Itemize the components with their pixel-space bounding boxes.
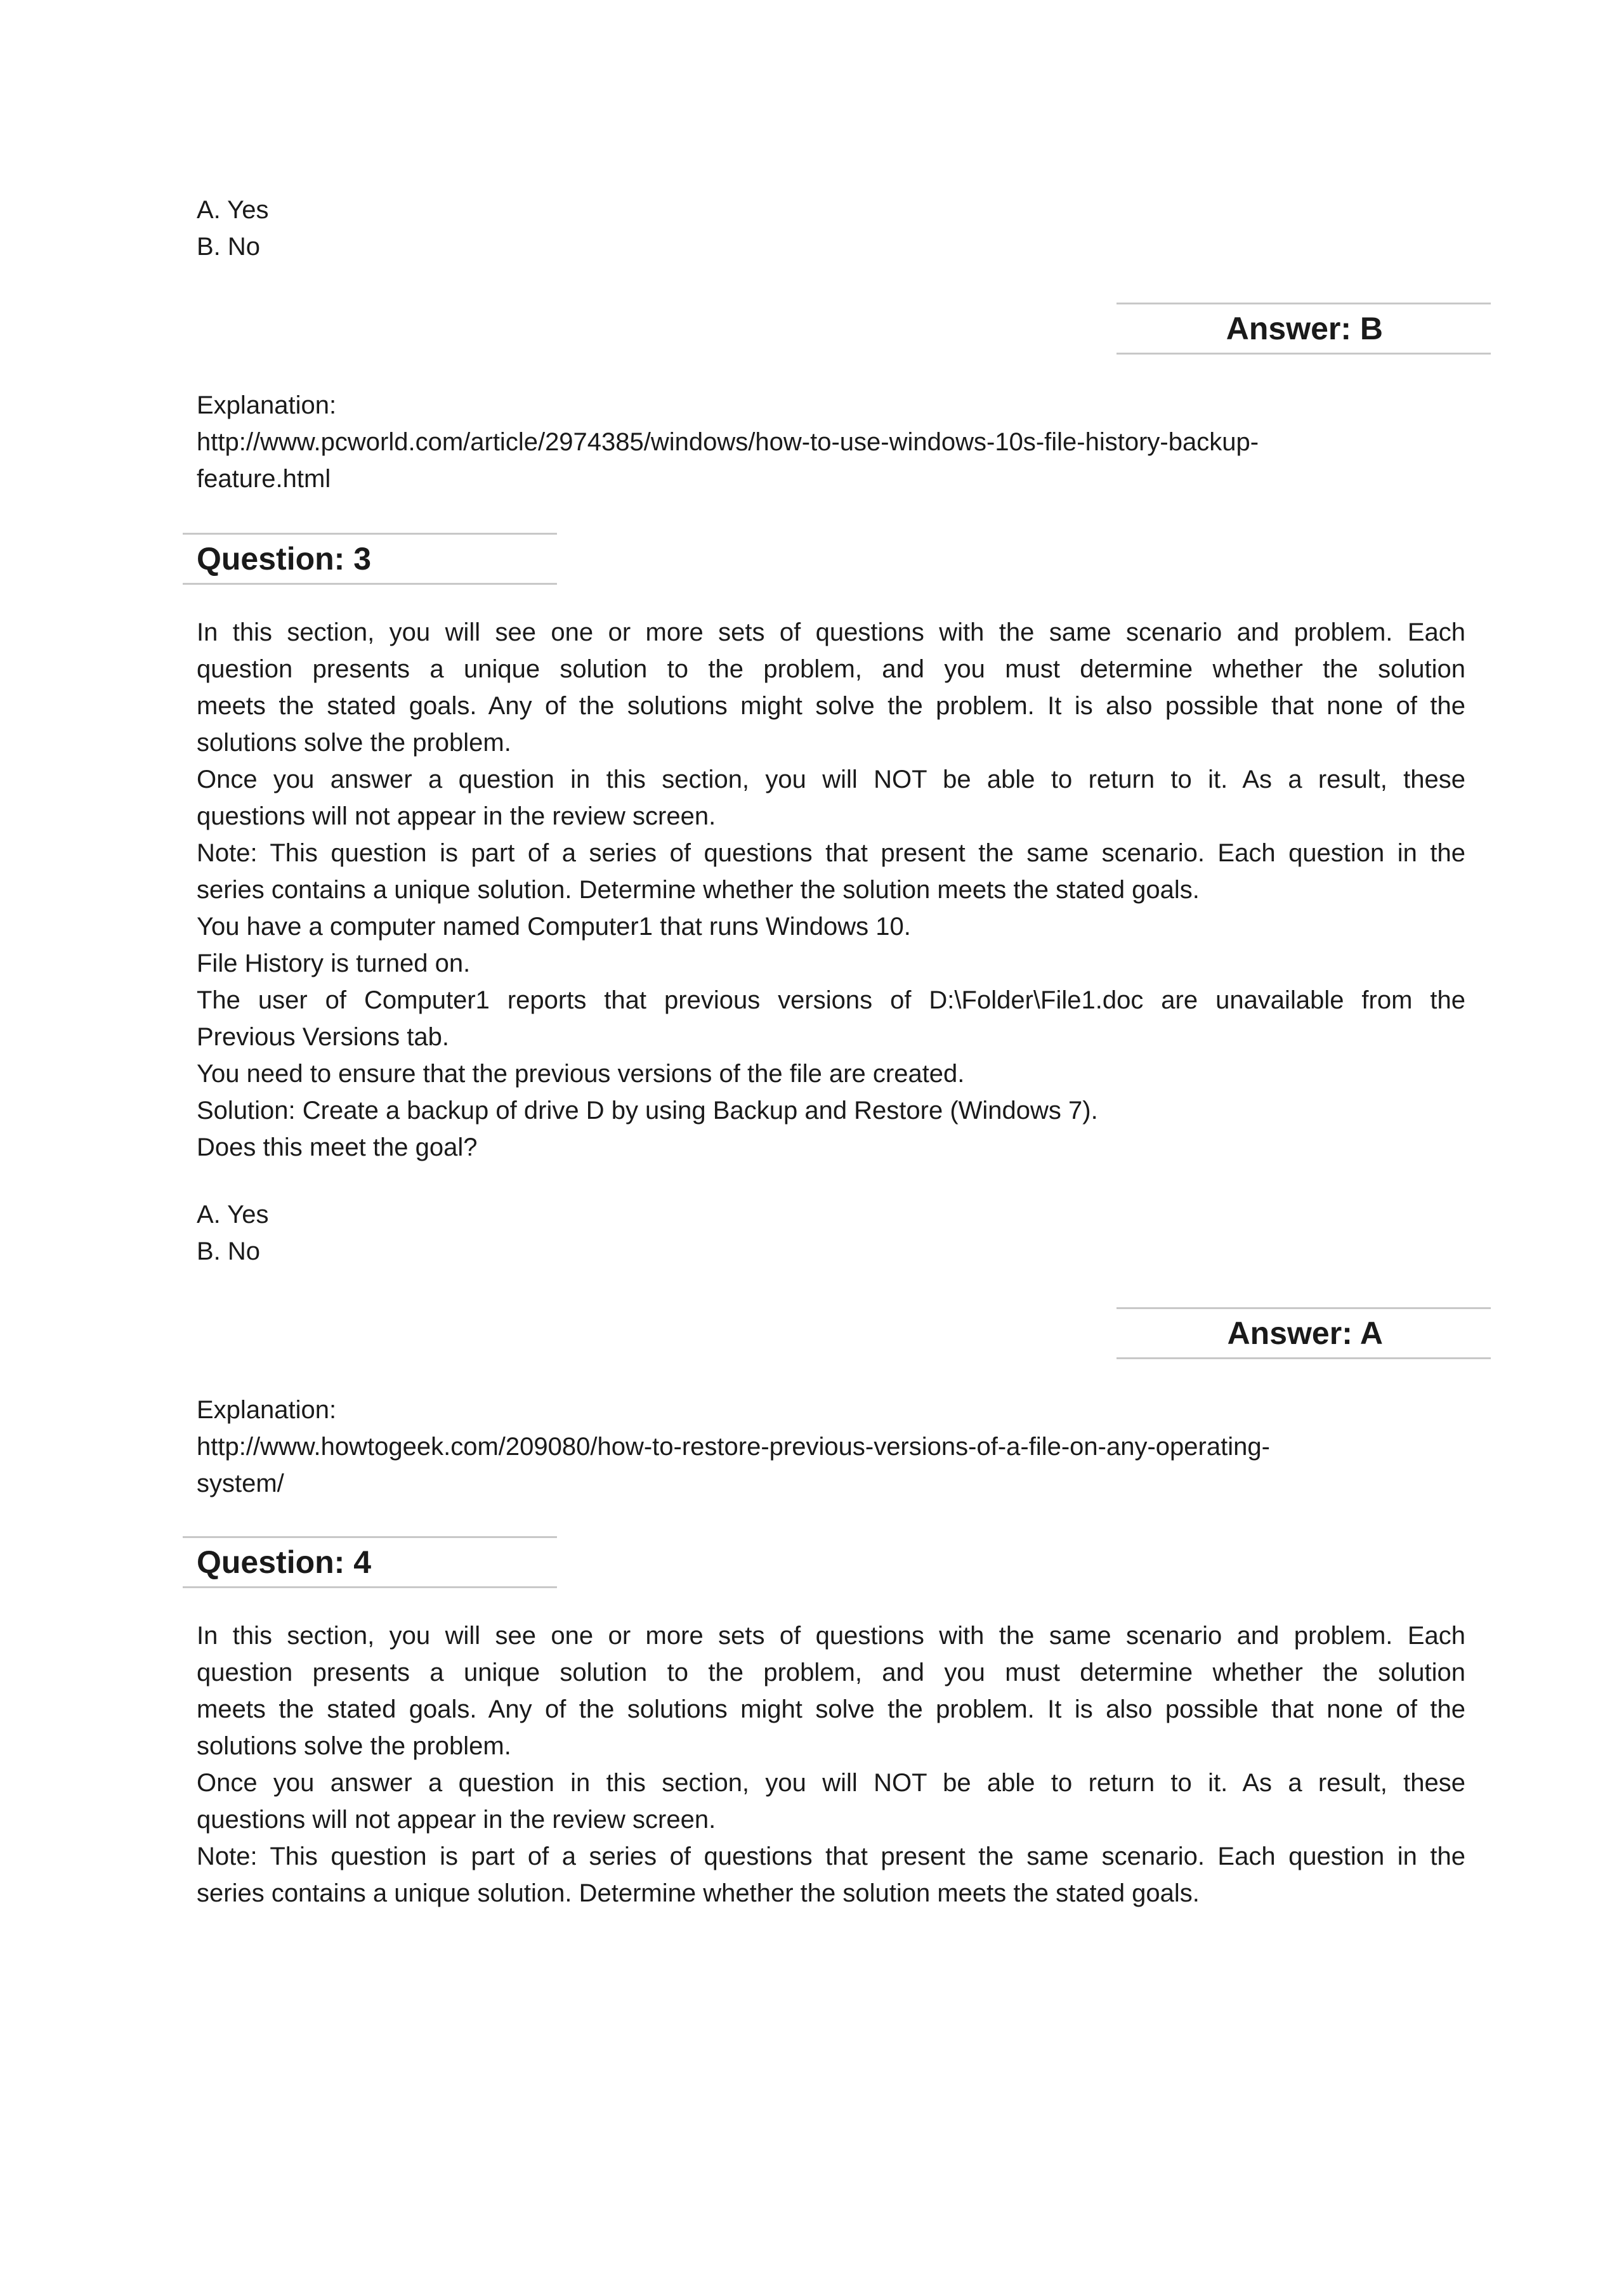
question-text-line: series contains a unique solution. Determine whether the solution meets the stated goals.: [197, 876, 1200, 904]
question-text-line: Once you answer a question in this section, you will NOT be able to return to it. As a result, these: [197, 766, 1465, 793]
question-text-line: questions will not appear in the review screen.: [197, 802, 716, 830]
question-text-line: File History is turned on.: [197, 949, 471, 977]
question-text-line: Note: This question is part of a series of questions that present the same scenario. Each question in the: [197, 839, 1465, 867]
question-body-3: [197, 614, 1465, 1166]
question-text-line: meets the stated goals. Any of the solutions might solve the problem. It is also possible that none of the: [197, 1695, 1465, 1723]
question-heading-3: [183, 533, 557, 585]
options-block-1: [197, 192, 1465, 265]
explanation-block-2: [197, 1392, 1465, 1502]
explanation-link-line[interactable]: feature.html: [197, 465, 331, 493]
question-text-line: In this section, you will see one or more sets of questions with the same scenario and problem. Each: [197, 1622, 1465, 1650]
explanation-label: Explanation:: [197, 1396, 337, 1424]
question-text-line: questions will not appear in the review screen.: [197, 1806, 716, 1834]
question-heading-4: [183, 1536, 557, 1588]
question-text-line: meets the stated goals. Any of the solutions might solve the problem. It is also possible that none of the: [197, 692, 1465, 720]
option-a: A. Yes: [197, 196, 269, 224]
question-title: Question: 4: [197, 1544, 372, 1580]
explanation-link-line[interactable]: system/: [197, 1470, 284, 1497]
explanation-link-line[interactable]: http://www.howtogeek.com/209080/how-to-restore-previous-versions-of-a-file-on-any-operating-: [197, 1433, 1270, 1461]
explanation-link-line[interactable]: http://www.pcworld.com/article/2974385/windows/how-to-use-windows-10s-file-history-backup-: [197, 428, 1259, 456]
options-block-2: [197, 1196, 1465, 1270]
question-text-line: Solution: Create a backup of drive D by using Backup and Restore (Windows 7).: [197, 1097, 1098, 1125]
question-text-line: Does this meet the goal?: [197, 1133, 478, 1161]
question-text-line: solutions solve the problem.: [197, 729, 511, 757]
answer-label: Answer: A: [1227, 1315, 1383, 1351]
answer-box-2: [1116, 1307, 1491, 1359]
question-text-line: series contains a unique solution. Determine whether the solution meets the stated goals.: [197, 1879, 1200, 1907]
question-title: Question: 3: [197, 541, 372, 577]
explanation-label: Explanation:: [197, 391, 337, 419]
question-text-line: In this section, you will see one or more sets of questions with the same scenario and problem. Each: [197, 618, 1465, 646]
explanation-block-1: [197, 387, 1465, 497]
question-text-line: question presents a unique solution to the problem, and you must determine whether the solution: [197, 655, 1465, 683]
question-text-line: You need to ensure that the previous versions of the file are created.: [197, 1060, 965, 1088]
question-text-line: You have a computer named Computer1 that runs Windows 10.: [197, 913, 911, 941]
question-body-4: [197, 1617, 1465, 1912]
answer-box-1: [1116, 303, 1491, 355]
option-a: A. Yes: [197, 1201, 269, 1229]
question-text-line: solutions solve the problem.: [197, 1732, 511, 1760]
question-text-line: Previous Versions tab.: [197, 1023, 449, 1051]
option-b: B. No: [197, 233, 261, 261]
option-b: B. No: [197, 1237, 261, 1265]
question-text-line: The user of Computer1 reports that previous versions of D:\Folder\File1.doc are unavailable from the: [197, 986, 1465, 1014]
question-text-line: Note: This question is part of a series of questions that present the same scenario. Each question in the: [197, 1843, 1465, 1870]
question-text-line: question presents a unique solution to the problem, and you must determine whether the solution: [197, 1659, 1465, 1686]
question-text-line: Once you answer a question in this section, you will NOT be able to return to it. As a result, these: [197, 1769, 1465, 1797]
answer-label: Answer: B: [1226, 311, 1383, 346]
